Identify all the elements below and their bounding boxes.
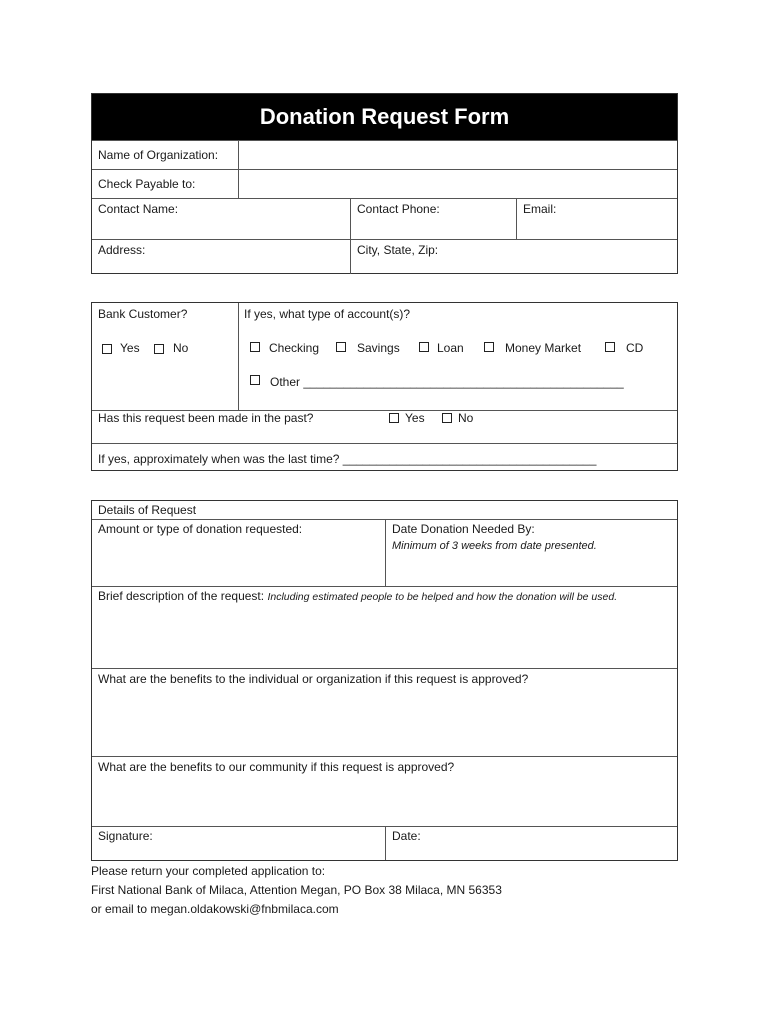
money-market-checkbox[interactable] <box>484 342 494 352</box>
last-time-field[interactable]: If yes, approximately when was the last time? ______________________________________ <box>98 452 597 466</box>
date-needed-field[interactable] <box>386 520 677 586</box>
date-needed-label: Date Donation Needed By: <box>392 522 535 536</box>
bank-customer-no-checkbox[interactable] <box>154 344 164 354</box>
return-line-1: Please return your completed application to: <box>91 864 326 878</box>
past-request-yes-checkbox[interactable] <box>389 413 399 423</box>
contact-name-field[interactable] <box>92 199 350 239</box>
brief-description-field[interactable] <box>92 587 677 668</box>
return-instructions <box>91 862 502 919</box>
cd-checkbox[interactable] <box>605 342 615 352</box>
contact-phone-label: Contact Phone: <box>357 202 440 216</box>
savings-checkbox[interactable] <box>336 342 346 352</box>
savings-label: Savings <box>357 341 400 355</box>
past-request-yes-label: Yes <box>405 411 425 425</box>
account-type-label: If yes, what type of account(s)? <box>244 307 411 321</box>
past-request-label: Has this request been made in the past? <box>98 411 314 425</box>
benefits-community-field[interactable] <box>92 757 677 826</box>
checking-label: Checking <box>269 341 320 355</box>
org-name-field[interactable] <box>239 141 677 169</box>
amount-field[interactable] <box>92 520 385 586</box>
bank-customer-yes-label: Yes <box>120 341 140 355</box>
past-request-no-checkbox[interactable] <box>442 413 452 423</box>
signature-label: Signature: <box>98 829 153 843</box>
contact-info-section <box>91 93 678 274</box>
contact-phone-field[interactable] <box>351 199 516 239</box>
contact-name-label: Contact Name: <box>98 202 179 216</box>
address-label: Address: <box>98 243 146 257</box>
form-title: Donation Request Form <box>92 94 677 140</box>
check-payable-field[interactable] <box>239 170 677 198</box>
date-needed-note: Minimum of 3 weeks from date presented. <box>392 540 597 552</box>
date-label: Date: <box>392 829 421 843</box>
city-state-zip-label: City, State, Zip: <box>357 243 439 257</box>
details-label: Details of Request <box>98 503 197 517</box>
amount-label: Amount or type of donation requested: <box>98 522 303 536</box>
return-line-3: or email to megan.oldakowski@fnbmilaca.com <box>91 902 339 916</box>
money-market-label: Money Market <box>505 341 582 355</box>
benefits-community-label: What are the benefits to our community if this request is approved? <box>98 760 455 774</box>
email-field[interactable] <box>517 199 677 239</box>
signature-field[interactable] <box>92 827 385 860</box>
date-field[interactable] <box>386 827 677 860</box>
request-details-section <box>91 500 678 861</box>
brief-description-note: Including estimated people to be helped and how the donation will be used. <box>267 591 618 603</box>
org-name-label: Name of Organization: <box>98 148 219 162</box>
benefits-individual-label: What are the benefits to the individual or organization if this request is approved? <box>98 672 529 686</box>
bank-customer-no-label: No <box>173 341 189 355</box>
other-checkbox[interactable] <box>250 375 260 385</box>
bank-customer-yes-checkbox[interactable] <box>102 344 112 354</box>
check-payable-label: Check Payable to: <box>98 177 196 191</box>
banking-section <box>91 302 678 471</box>
brief-description-label: Brief description of the request: <box>98 589 265 603</box>
email-label: Email: <box>523 202 557 216</box>
cd-label: CD <box>626 341 644 355</box>
checking-checkbox[interactable] <box>250 342 260 352</box>
bank-customer-label: Bank Customer? <box>98 307 188 321</box>
benefits-individual-field[interactable] <box>92 669 677 756</box>
loan-label: Loan <box>437 341 464 355</box>
return-line-2: First National Bank of Milaca, Attention Megan, PO Box 38 Milaca, MN 56353 <box>91 883 502 897</box>
address-field[interactable] <box>92 240 350 274</box>
city-state-zip-field[interactable] <box>351 240 677 274</box>
past-request-no-label: No <box>458 411 474 425</box>
loan-checkbox[interactable] <box>419 342 429 352</box>
other-field[interactable]: Other ________________________________________________ <box>270 375 624 389</box>
